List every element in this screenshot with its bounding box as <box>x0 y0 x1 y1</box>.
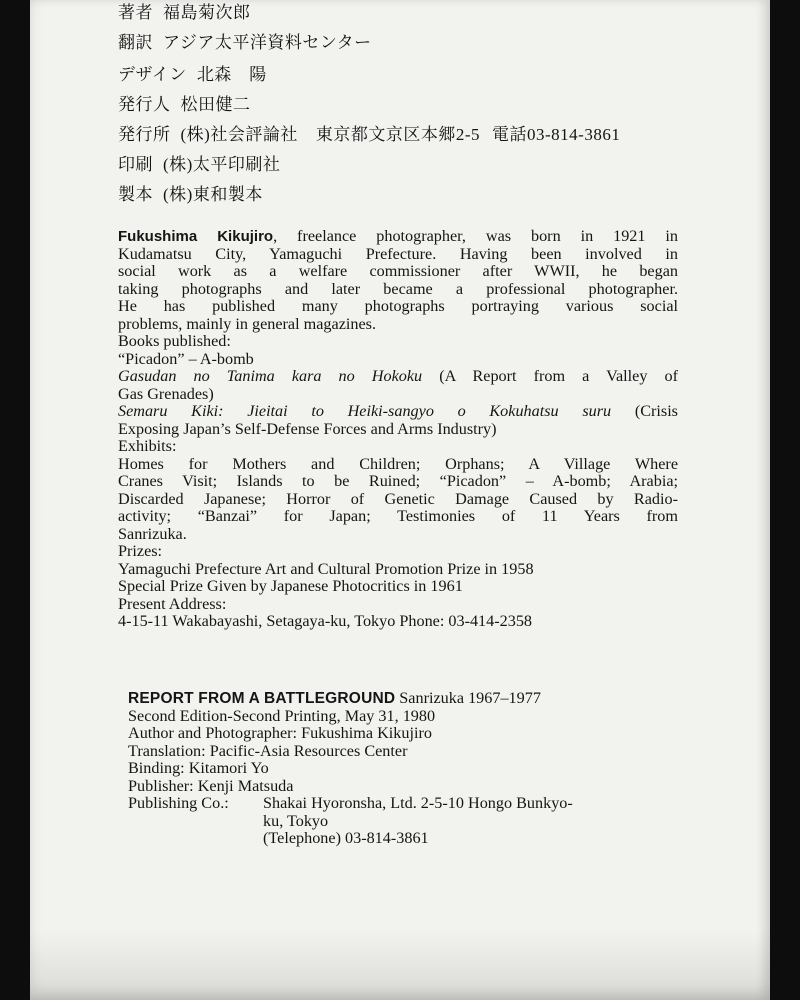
author-biography <box>118 228 678 631</box>
exhibits-heading: Exhibits: <box>118 437 177 455</box>
credit-label: 発行人 <box>118 95 171 114</box>
credit-label: 製本 <box>118 185 153 204</box>
author-line: Author and Photographer: Fukushima Kikujiro <box>128 724 432 742</box>
address-heading: Present Address: <box>118 594 227 613</box>
book-title: REPORT FROM A BATTLEGROUND <box>128 690 396 707</box>
books-heading: Books published: <box>118 332 231 350</box>
credit-label: 印刷 <box>118 155 153 174</box>
publishing-details <box>263 795 653 848</box>
author-name: Fukushima Kikujiro <box>118 228 274 245</box>
bio-line: taking photographs and later became a professional photographer. <box>118 279 678 298</box>
credit-value: (株)東和製本 <box>163 185 263 204</box>
exhibit-line: activity; “Banzai” for Japan; Testimonies of 11 Years from <box>118 507 678 525</box>
credit-phone: 電話03-814-3861 <box>492 125 621 144</box>
credit-printing <box>118 150 280 175</box>
publishing-line: ku, Tokyo <box>263 811 329 830</box>
credit-value: (株)太平印刷社 <box>163 155 281 174</box>
exhibit-line: Homes for Mothers and Children; Orphans; A Village Where <box>118 454 678 473</box>
credit-binding <box>118 180 263 205</box>
prize-item: Special Prize Given by Japanese Photocritics in 1961 <box>118 577 463 595</box>
credit-translation <box>118 28 372 53</box>
publishing-phone: (Telephone) 03-814-3861 <box>263 829 429 847</box>
book-desc: (A Report from a Valley of <box>422 367 678 385</box>
credit-label: 翻訳 <box>118 33 153 52</box>
address-line: 4-15-11 Wakabayashi, Setagaya-ku, Tokyo Phone: 03-414-2358 <box>118 612 533 630</box>
binding-line: Binding: Kitamori Yo <box>128 759 269 777</box>
bio-line: problems, mainly in general magazines. <box>118 314 377 333</box>
english-colophon <box>128 690 688 848</box>
credit-value: (株)社会評論社 <box>180 125 298 144</box>
credit-value: 北森 陽 <box>196 65 267 84</box>
book-title: Semaru Kiki: Jieitai to Heiki-sangyo o Kokuhatsu suru <box>118 402 612 420</box>
exhibit-line: Sanrizuka. <box>118 524 187 543</box>
credit-label: 著者 <box>118 3 153 22</box>
edition-line: Second Edition-Second Printing, May 31, 1980 <box>128 706 436 725</box>
book-item <box>118 403 678 421</box>
exhibit-line: Discarded Japanese; Horror of Genetic Damage Caused by Radio- <box>118 489 678 508</box>
credit-label: デザイン <box>118 65 187 84</box>
book-subtitle: Sanrizuka 1967–1977 <box>395 689 541 707</box>
credit-design <box>118 60 267 85</box>
bio-line <box>118 228 678 246</box>
prizes-heading: Prizes: <box>118 542 163 560</box>
credit-value: 松田健二 <box>180 95 251 114</box>
book-page <box>30 0 770 1000</box>
credit-value: 福島菊次郎 <box>163 3 251 22</box>
book-item-cont: Gas Grenades) <box>118 384 214 403</box>
credit-value: アジア太平洋資料センター <box>163 33 372 52</box>
credit-publishing-house <box>118 120 620 145</box>
prize-item: Yamaguchi Prefecture Art and Cultural Promotion Prize in 1958 <box>118 559 534 578</box>
book-desc: (Crisis <box>611 402 678 420</box>
credit-author <box>118 0 251 23</box>
publishing-label: Publishing Co.: <box>128 794 229 812</box>
bio-line: social work as a welfare commissioner after WWII, he began <box>118 262 678 280</box>
bio-line: Kudamatsu City, Yamaguchi Prefecture. Having been involved in <box>118 244 678 263</box>
publishing-line: Shakai Hyoronsha, Ltd. 2-5-10 Hongo Bunkyo- <box>263 794 573 812</box>
book-title: Gasudan no Tanima kara no Hokoku <box>118 367 423 385</box>
book-item-cont: Exposing Japan’s Self-Defense Forces and Arms Industry) <box>118 419 497 438</box>
credit-address: 東京都文京区本郷2-5 <box>315 125 480 144</box>
translation-line: Translation: Pacific-Asia Resources Center <box>128 741 408 760</box>
exhibit-line: Cranes Visit; Islands to be Ruined; “Picadon” – A-bomb; Arabia; <box>118 472 678 490</box>
credit-label: 発行所 <box>118 125 171 144</box>
credit-publisher <box>118 90 251 115</box>
book-title-line <box>128 690 688 708</box>
publisher-line: Publisher: Kenji Matsuda <box>128 776 294 795</box>
book-item: “Picadon” – A-bomb <box>118 349 254 368</box>
book-item <box>118 368 678 386</box>
bio-text: , freelance photographer, was born in 1921 in <box>273 227 678 245</box>
publishing-company <box>128 795 688 848</box>
bio-line: He has published many photographs portraying various social <box>118 297 678 315</box>
